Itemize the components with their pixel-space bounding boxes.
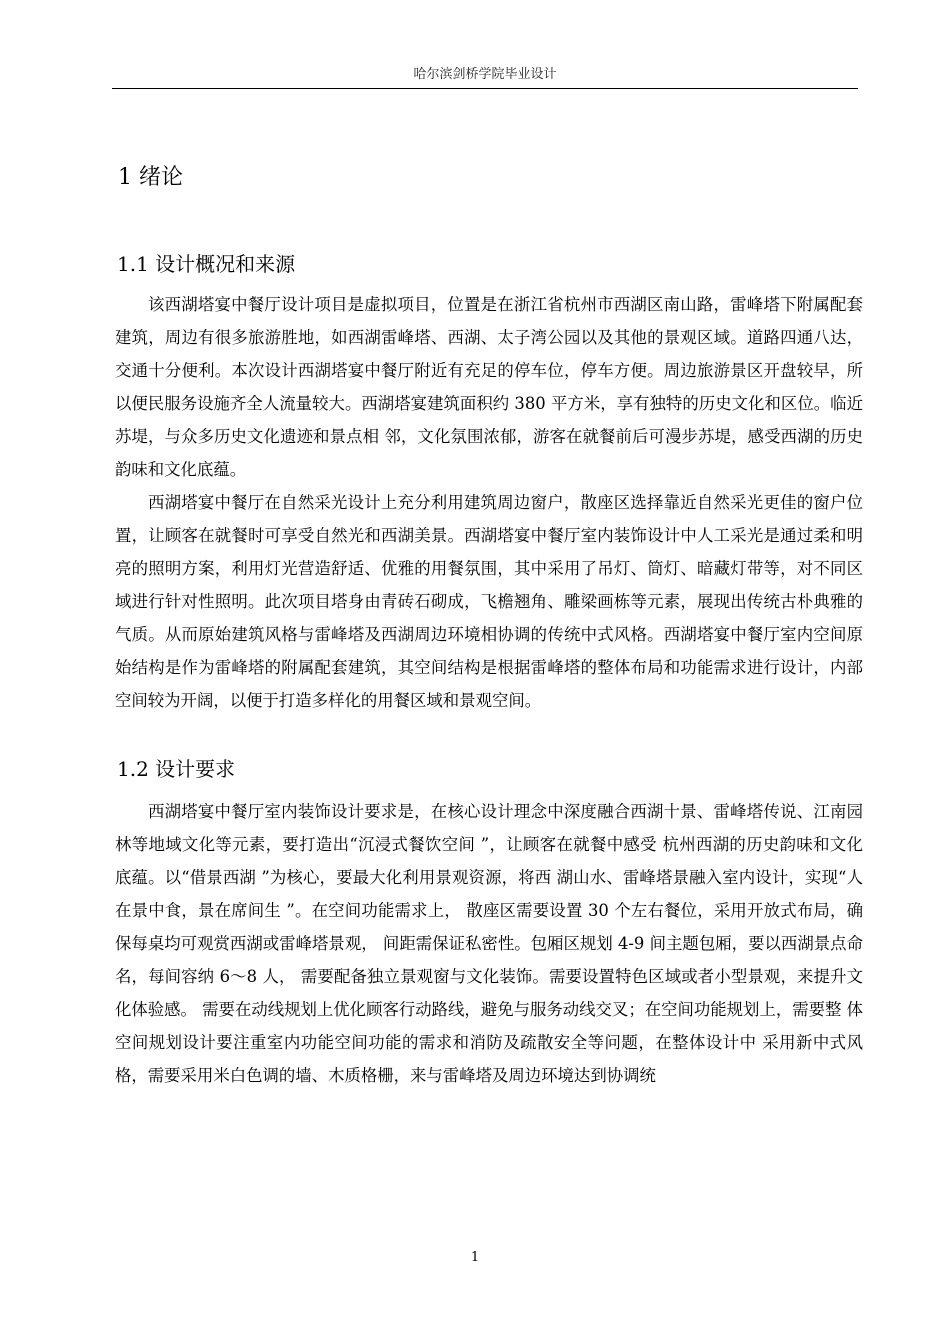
page-number: 1 <box>470 1250 480 1265</box>
header-divider <box>112 88 858 89</box>
paragraph-1-1-b: 西湖塔宴中餐厅在自然采光设计上充分利用建筑周边窗户，散座区选择靠近自然采光更佳的窗户位置，让顾客在就餐时可享受自然光和西湖美景。西湖塔宴中餐厅室内装饰设计中人工采光是通过柔和明亮的照明方案，利用灯光营造舒适、优雅的用餐氛围，其中采用了吊灯、筒灯、暗藏灯带等，对不同区域进行针对性照明。此次项目塔身由青砖石砌成，飞檐翘角、雕梁画栋等元素，展现出传统古朴典雅的气质。从而原始建筑风格与雷峰塔及西湖周边环境相协调的传统中式风格。西湖塔宴中餐厅室内空间原始结构是作为雷峰塔的附属配套建筑，其空间结构是根据雷峰塔的整体布局和功能需求进行设计，内部空间较为开阔，以便于打造多样化的用餐区域和景观空间。 <box>115 493 863 710</box>
chapter-title: 1 绪论 <box>118 165 183 190</box>
section-title-1-1: 1.1 设计概况和来源 <box>117 252 296 276</box>
paragraph-1-1-a: 该西湖塔宴中餐厅设计项目是虚拟项目，位置是在浙江省杭州市西湖区南山路，雷峰塔下附属配套建筑，周边有很多旅游胜地，如西湖雷峰塔、西湖、太子湾公园以及其他的景观区域。道路四通八达，交通十分便利。本次设计西湖塔宴中餐厅附近有充足的停车位，停车方便。周边旅游景区开盘较早，所以便民服务设施齐全人流量较大。西湖塔宴建筑面积约 380 平方米，享有独特的历史文化和区位。临近苏堤，与众多历史文化遗迹和景点相 邻，文化氛围浓郁，游客在就餐前后可漫步苏堤，感受西湖的历史韵味和文化底蕴。 <box>115 295 863 479</box>
page-header: 哈尔滨剑桥学院毕业设计 <box>413 67 557 82</box>
section-title-1-2: 1.2 设计要求 <box>117 757 236 781</box>
paragraph-1-2-a: 西湖塔宴中餐厅室内装饰设计要求是，在核心设计理念中深度融合西湖十景、雷峰塔传说、江南园林等地域文化等元素，要打造出“沉浸式餐饮空间 ”，让顾客在就餐中感受 杭州西湖的历史韵味和文化底蕴。以“借景西湖 ”为核心，要最大化利用景观资源，将西 湖山水、雷峰塔景融入室内设计，实现“人在景中食，景在席间生 ”。在空间功能需求上， 散座区需要设置 30 个左右餐位，采用开放式布局，确保每桌均可观赏西湖或雷峰塔景观， 间距需保证私密性。包厢区规划 4-9 间主题包厢，要以西湖景点命名，每间容纳 6～8 人， 需要配备独立景观窗与文化装饰。需要设置特色区域或者小型景观，来提升文化体验感。 需要在动线规划上优化顾客行动路线，避免与服务动线交叉；在空间功能规划上，需要整 体空间规划设计要注重室内功能空间功能的需求和消防及疏散安全等问题，在整体设计中 采用新中式风格，需要采用米白色调的墙、木质格栅，来与雷峰塔及周边环境达到协调统 <box>115 802 863 1085</box>
